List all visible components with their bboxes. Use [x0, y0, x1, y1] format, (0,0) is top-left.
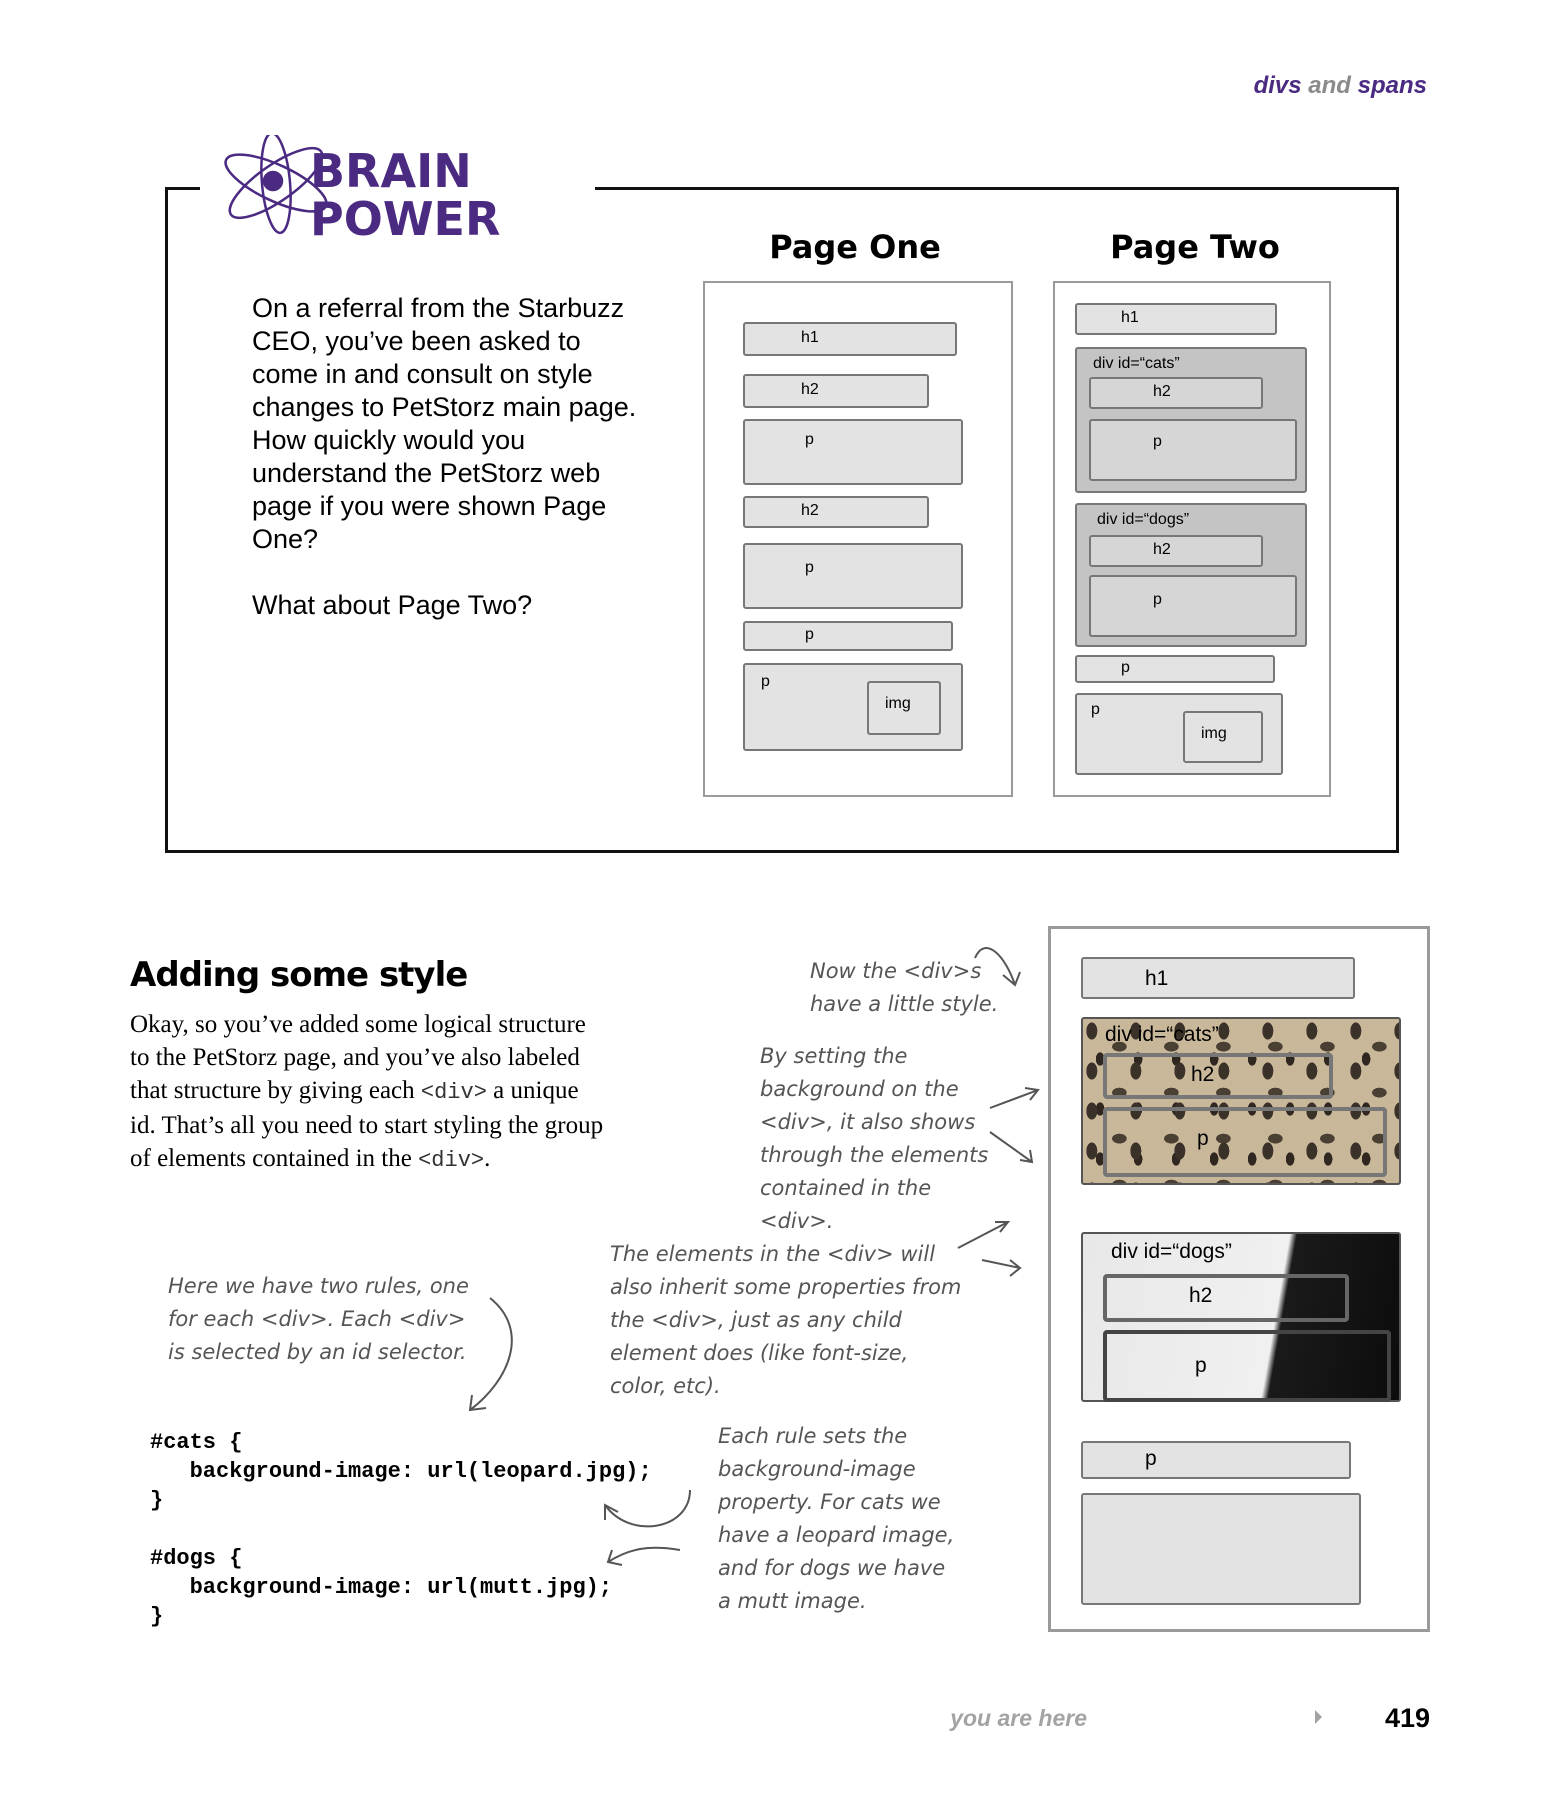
- arrow-two-rules: [470, 1298, 512, 1410]
- styled-dogs-h2: h2: [1103, 1274, 1349, 1322]
- page-two-div-cats: div id=“cats” h2 p: [1075, 347, 1307, 493]
- section-heading: Adding some style: [130, 955, 468, 995]
- page-one-p-with-img: p img: [743, 663, 963, 751]
- annotation-elements-inherit: The elements in the <div> will also inherit some properties from the <div>, just as any child element does (like font-size, color, etc).: [610, 1242, 962, 1398]
- page-one-h2: h2: [743, 496, 929, 528]
- page-two-title: Page Two: [1110, 228, 1280, 266]
- arrow-now-divs: [975, 948, 1020, 985]
- css-code-block: #cats { background-image: url(leopard.jpg); } #dogs { background-image: url(mutt.jpg); }: [150, 1430, 652, 1629]
- styled-div-cats: div id=“cats” h2 p: [1081, 1017, 1401, 1185]
- footer-you-are-here: you are here: [950, 1705, 1087, 1731]
- header-divs: divs: [1253, 72, 1302, 99]
- page-one-p: p: [743, 419, 963, 485]
- page-one-p: p: [743, 621, 953, 651]
- arrow-by-setting-2: [990, 1132, 1032, 1162]
- page-one-title: Page One: [769, 228, 941, 266]
- page-one-h2: h2: [743, 374, 929, 408]
- page-one-h1: h1: [743, 322, 957, 356]
- page-two-cats-h2: h2: [1089, 377, 1263, 409]
- arrow-rule-dogs: [608, 1548, 680, 1565]
- annotation-each-rule: Each rule sets the background-image property. For cats we have a leopard image, and for dogs we have a mutt image.: [718, 1424, 955, 1613]
- section-body: Okay, so you’ve added some logical structure to the PetStorz page, and you’ve also labeled that structure by giving each <div> a unique id. That’s all you need to start styling the group of elements contained in the <div>.: [130, 1011, 604, 1173]
- brain-power-question-two: What about Page Two?: [252, 590, 533, 620]
- page-one-img: img: [867, 681, 941, 735]
- page-two-img: img: [1183, 711, 1263, 763]
- brain-power-question: On a referral from the Starbuzz CEO, you’ve been asked to come in and consult on style changes to PetStorz main page. How quickly would you understand the PetStorz web page if you were shown Page One?: [252, 293, 637, 554]
- arrow-inherit-2: [982, 1260, 1020, 1276]
- page-number: 419: [1385, 1703, 1431, 1733]
- annotation-two-rules: Here we have two rules, one for each <div>. Each <div> is selected by an id selector.: [168, 1274, 469, 1364]
- logo-line2: POWER: [310, 192, 501, 246]
- footer-arrow-icon: [1315, 1710, 1322, 1724]
- page-two-dogs-h2: h2: [1089, 535, 1263, 567]
- page-two-dogs-p: p: [1089, 575, 1297, 637]
- header-and: and: [1308, 72, 1351, 99]
- annotation-now-divs: Now the <div>s have a little style.: [810, 959, 999, 1016]
- annotation-by-setting: By setting the background on the <div>, it also shows through the elements contained in the <div>.: [760, 1044, 989, 1233]
- arrow-rule-cats: [605, 1490, 690, 1526]
- arrow-by-setting-1: [990, 1088, 1038, 1108]
- logo-line1: BRAIN: [310, 144, 472, 198]
- header-spans: spans: [1357, 72, 1427, 99]
- page-one-p: p: [743, 543, 963, 609]
- styled-cats-p: p: [1103, 1107, 1387, 1177]
- styled-h1: h1: [1081, 957, 1355, 999]
- page-two-p: p: [1075, 655, 1275, 683]
- page-two-div-dogs: div id=“dogs” h2 p: [1075, 503, 1307, 647]
- styled-cats-h2: h2: [1103, 1053, 1333, 1099]
- styled-p: p: [1081, 1441, 1351, 1479]
- arrow-inherit-1: [958, 1222, 1008, 1248]
- styled-div-dogs: div id=“dogs” h2 p: [1081, 1232, 1401, 1402]
- page-two-cats-p: p: [1089, 419, 1297, 481]
- page-two-p-with-img: p img: [1075, 693, 1283, 775]
- page-two-h1: h1: [1075, 303, 1277, 335]
- styled-dogs-p: p: [1103, 1330, 1391, 1402]
